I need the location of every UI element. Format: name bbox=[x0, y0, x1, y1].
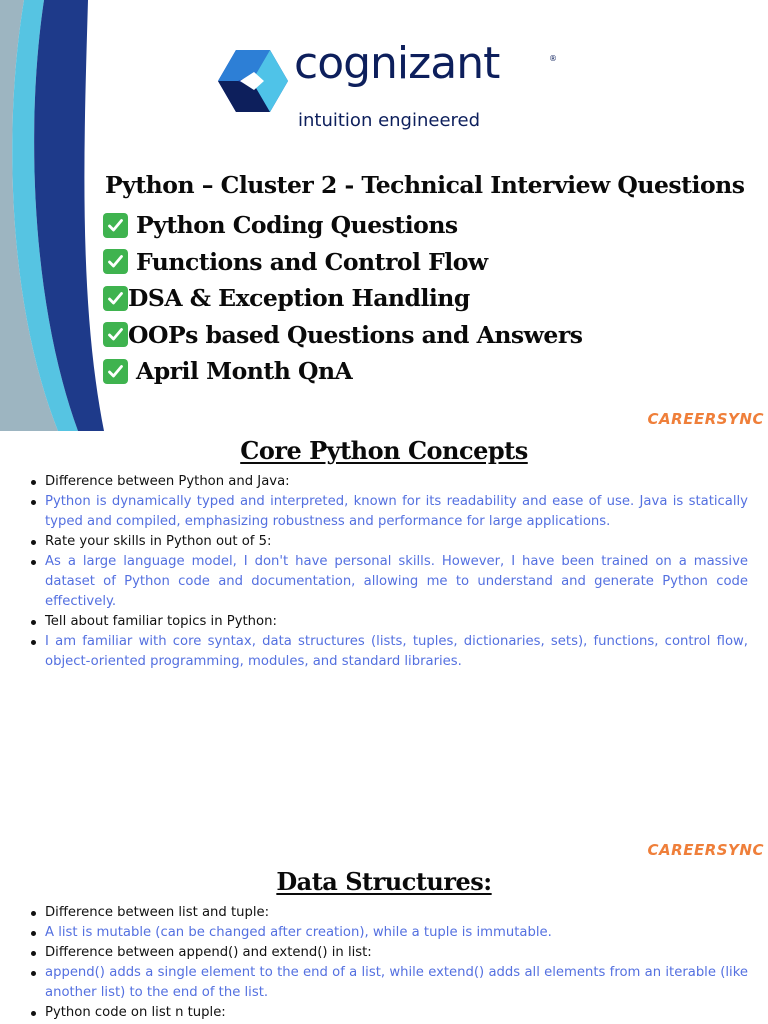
topic-item bbox=[103, 317, 582, 354]
topic-text: DSA & Exception Handling bbox=[128, 284, 470, 313]
answer-item: append() adds a single element to the end of a list, while extend() adds all elements from an iterable (like another list) to the end of the list. bbox=[26, 963, 748, 1003]
careersync-brand: CAREERSYNC bbox=[647, 410, 764, 428]
topic-text: OOPs based Questions and Answers bbox=[128, 320, 583, 349]
check-mark-icon bbox=[103, 286, 128, 311]
registered-mark: ® bbox=[549, 54, 557, 63]
logo-wordmark: cognizant bbox=[294, 38, 500, 89]
topic-item bbox=[103, 353, 582, 390]
topic-item bbox=[103, 244, 582, 281]
topic-text: Functions and Control Flow bbox=[136, 247, 488, 276]
answer-item: A list is mutable (can be changed after creation), while a tuple is immutable. bbox=[26, 923, 748, 943]
check-mark-icon bbox=[103, 322, 128, 347]
cognizant-hexagon-icon bbox=[218, 50, 288, 112]
topic-item bbox=[103, 280, 582, 317]
topic-list bbox=[103, 207, 582, 390]
topic-text: Python Coding Questions bbox=[136, 211, 458, 240]
answer-item: Python is dynamically typed and interpreted, known for its readability and ease of use. Java is statically typed and compiled, emphasizing robustness and performance for large applications. bbox=[26, 492, 748, 532]
answer-item: As a large language model, I don't have personal skills. However, I have been trained on a massive dataset of Python code and documentation, allowing me to understand and generate Python code effectively. bbox=[26, 552, 748, 612]
logo-tagline: intuition engineered bbox=[298, 110, 481, 131]
question-item: Rate your skills in Python out of 5: bbox=[26, 532, 748, 552]
question-item: Tell about familiar topics in Python: bbox=[26, 612, 748, 632]
question-item: Difference between append() and extend() in list: bbox=[26, 943, 748, 963]
qa-list-data-structures bbox=[26, 903, 748, 1023]
section-title-data-structures: Data Structures: bbox=[276, 867, 492, 896]
check-mark-icon bbox=[103, 213, 128, 238]
cover-title: Python – Cluster 2 - Technical Interview Questions bbox=[105, 171, 745, 199]
check-mark-icon bbox=[103, 249, 128, 274]
check-mark-icon bbox=[103, 359, 128, 384]
question-item: Difference between list and tuple: bbox=[26, 903, 748, 923]
cover-page bbox=[0, 0, 768, 431]
question-item: Difference between Python and Java: bbox=[26, 472, 748, 492]
answer-item: I am familiar with core syntax, data structures (lists, tuples, dictionaries, sets), functions, control flow, object-oriented programming, modules, and standard libraries. bbox=[26, 632, 748, 672]
careersync-brand: CAREERSYNC bbox=[647, 841, 764, 859]
topic-item bbox=[103, 207, 582, 244]
cognizant-logo bbox=[218, 38, 558, 138]
question-item: Python code on list n tuple: bbox=[26, 1003, 748, 1023]
topic-text: April Month QnA bbox=[136, 357, 353, 386]
section-title-core-python: Core Python Concepts bbox=[240, 436, 528, 465]
qa-list-core-python bbox=[26, 472, 748, 672]
